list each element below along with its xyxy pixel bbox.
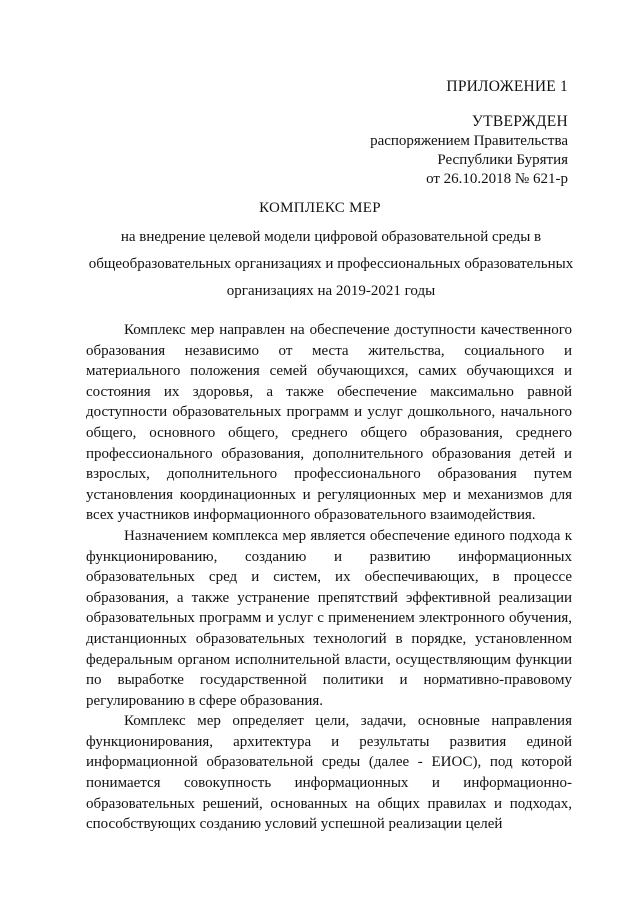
approval-block <box>370 112 568 189</box>
document-title: КОМПЛЕКС МЕР <box>259 200 381 216</box>
body-paragraph: Комплекс мер определяет цели, задачи, основные направления функционирования, архитектура и результаты развития единой информационной образовательной среды (далее - ЕИОС), под которой понимается совокупность информационных и информационно-образовательных решений, основанных на общих правилах и подходах, способствующих созданию условий успешной реализации целей <box>86 713 572 833</box>
subtitle-line: организациях на 2019-2021 годы <box>226 283 436 299</box>
document-subtitle <box>86 224 576 305</box>
document-body <box>86 320 572 835</box>
subtitle-line: на внедрение целевой модели цифровой образовательной среды в <box>120 229 542 245</box>
appendix-label: ПРИЛОЖЕНИЕ 1 <box>446 78 568 95</box>
body-paragraph: Назначением комплекса мер является обеспечение единого подхода к функционированию, созданию и развитию информационных образовательных сред и систем, их обеспечивающих, в процессе образования, а также устранение препятствий эффективной реализации образовательных программ и услуг с применением электронного обучения, дистанционных образовательных технологий в порядке, установленном федеральным органом исполнительной власти, осуществляющим функции по выработке государственной политики и нормативно-правовому регулированию в сфере образования. <box>86 527 572 709</box>
approval-line: Республики Бурятия <box>437 152 568 168</box>
approval-line: от 26.10.2018 № 621-р <box>426 171 568 187</box>
body-paragraph: Комплекс мер направлен на обеспечение доступности качественного образования независимо от места жительства, социального и материального положения семей обучающихся, самих обучающихся и состояния их здоровья, а также обеспечение максимально равной доступности образовательных программ и услуг дошкольного, начального общего, основного общего, среднего общего образования, среднего профессионального образования, дополнительного образования детей и взрослых, дополнительного профессионального образования путем установления координационных и регуляционных мер и механизмов для всех участников информационного образовательного взаимодействия. <box>86 322 572 524</box>
subtitle-line: общеобразовательных организациях и профессиональных образовательных <box>88 256 574 272</box>
approval-line: распоряжением Правительства <box>370 133 568 149</box>
approved-title: УТВЕРЖДЕН <box>471 113 568 130</box>
